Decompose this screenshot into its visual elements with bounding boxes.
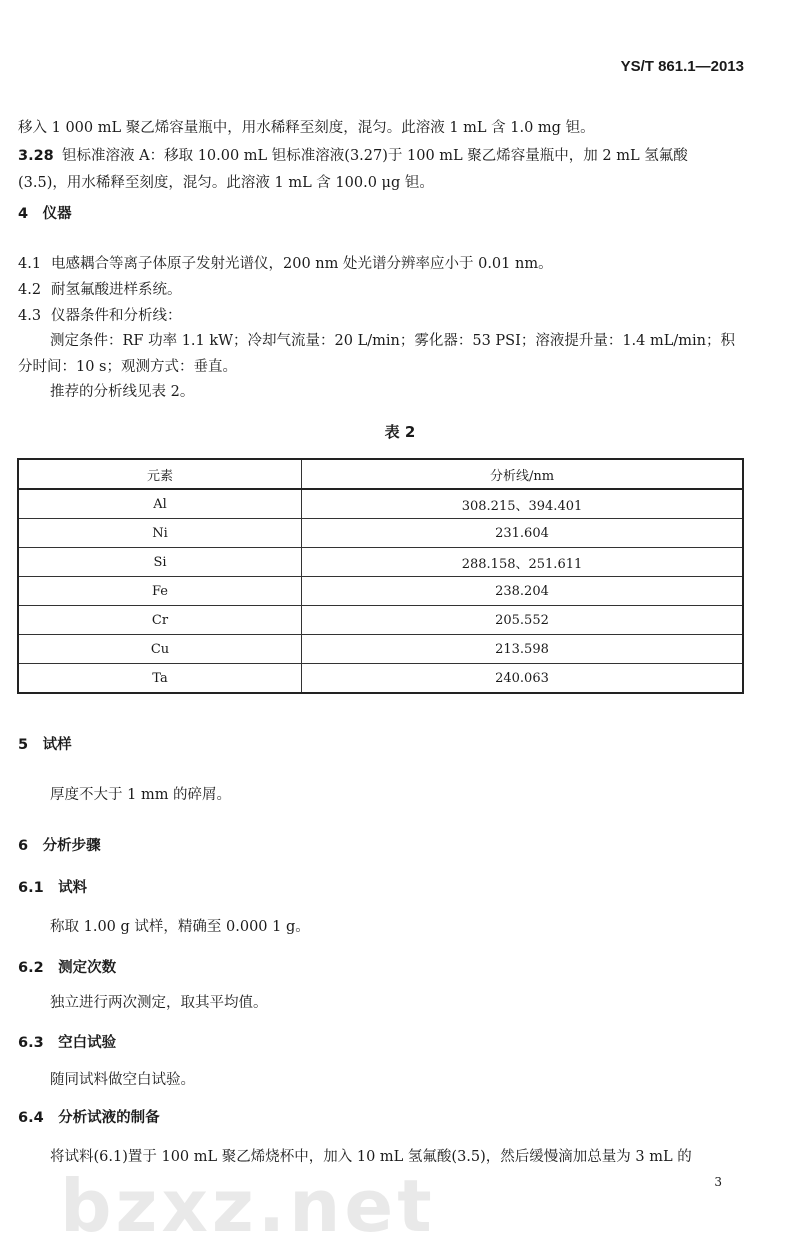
table-header-row — [18, 459, 743, 489]
line-cell: 231.604 — [302, 519, 744, 548]
table-row — [18, 519, 743, 548]
section-heading-6: 6 分析步骤 — [18, 838, 101, 854]
section-heading-6-3: 6.3 空白试验 — [18, 1035, 117, 1051]
table-row — [18, 635, 743, 664]
table-row — [18, 664, 743, 694]
clause-number: 4.3 — [18, 308, 42, 324]
document-code: YS/T 861.1—2013 — [620, 58, 744, 75]
element-cell: Si — [18, 548, 302, 577]
line-cell: 288.158、251.611 — [302, 548, 744, 577]
paragraph: 推荐的分析线见表 2。 — [50, 384, 195, 400]
element-cell: Cu — [18, 635, 302, 664]
paragraph: 厚度不大于 1 mm 的碎屑。 — [50, 787, 232, 803]
paragraph: 随同试料做空白试验。 — [50, 1072, 195, 1088]
clause-4-2 — [18, 280, 182, 300]
element-cell: Al — [18, 489, 302, 519]
clause-number: 3.28 — [18, 148, 54, 164]
clause-text: 仪器条件和分析线： — [51, 308, 182, 324]
clause-text: 电感耦合等离子体原子发射光谱仪，200 nm 处光谱分辨率应小于 0.01 nm。 — [51, 256, 553, 272]
line-cell: 205.552 — [302, 606, 744, 635]
line-cell: 240.063 — [302, 664, 744, 694]
table-row — [18, 489, 743, 519]
element-cell: Fe — [18, 577, 302, 606]
clause-3-28 — [18, 146, 688, 166]
paragraph: 测定条件：RF 功率 1.1 kW；冷却气流量：20 L/min；雾化器：53 PSI；溶液提升量：1.4 mL/min；积 — [50, 333, 735, 349]
element-cell: Ta — [18, 664, 302, 694]
section-heading-6-2: 6.2 测定次数 — [18, 960, 117, 976]
line-cell: 308.215、394.401 — [302, 489, 744, 519]
table-row — [18, 548, 743, 577]
element-cell: Cr — [18, 606, 302, 635]
section-heading-6-4: 6.4 分析试液的制备 — [18, 1110, 160, 1126]
line-cell: 238.204 — [302, 577, 744, 606]
paragraph: 分时间：10 s；观测方式：垂直。 — [18, 359, 237, 375]
element-cell: Ni — [18, 519, 302, 548]
section-heading-4: 4 仪器 — [18, 206, 72, 222]
page-number: 3 — [714, 1175, 722, 1189]
column-header: 分析线/nm — [302, 459, 744, 489]
column-header: 元素 — [18, 459, 302, 489]
clause-number: 4.2 — [18, 282, 42, 298]
paragraph: 独立进行两次测定，取其平均值。 — [50, 995, 268, 1011]
section-heading-6-1: 6.1 试料 — [18, 880, 88, 896]
paragraph: 移入 1 000 mL 聚乙烯容量瓶中，用水稀释至刻度，混匀。此溶液 1 mL 含 1.0 mg 钽。 — [18, 120, 595, 136]
clause-text: 钽标准溶液 A：移取 10.00 mL 钽标准溶液(3.27)于 100 mL 聚乙烯容量瓶中，加 2 mL 氢氟酸 — [62, 148, 688, 164]
line-cell: 213.598 — [302, 635, 744, 664]
table-row — [18, 577, 743, 606]
clause-4-1 — [18, 254, 553, 274]
table-row — [18, 606, 743, 635]
paragraph: 称取 1.00 g 试样，精确至 0.000 1 g。 — [50, 919, 310, 935]
paragraph: (3.5)，用水稀释至刻度，混匀。此溶液 1 mL 含 100.0 μg 钽。 — [18, 175, 434, 191]
paragraph: 将试料(6.1)置于 100 mL 聚乙烯烧杯中，加入 10 mL 氢氟酸(3.5)，然后缓慢滴加总量为 3 mL 的 — [50, 1149, 692, 1165]
table-title: 表 2 — [384, 423, 416, 441]
section-heading-5: 5 试样 — [18, 737, 72, 753]
analysis-line-table — [17, 458, 744, 694]
clause-number: 4.1 — [18, 256, 42, 272]
clause-4-3 — [18, 306, 182, 326]
clause-text: 耐氢氟酸进样系统。 — [51, 282, 182, 298]
watermark: bzxz.net — [60, 1164, 436, 1247]
